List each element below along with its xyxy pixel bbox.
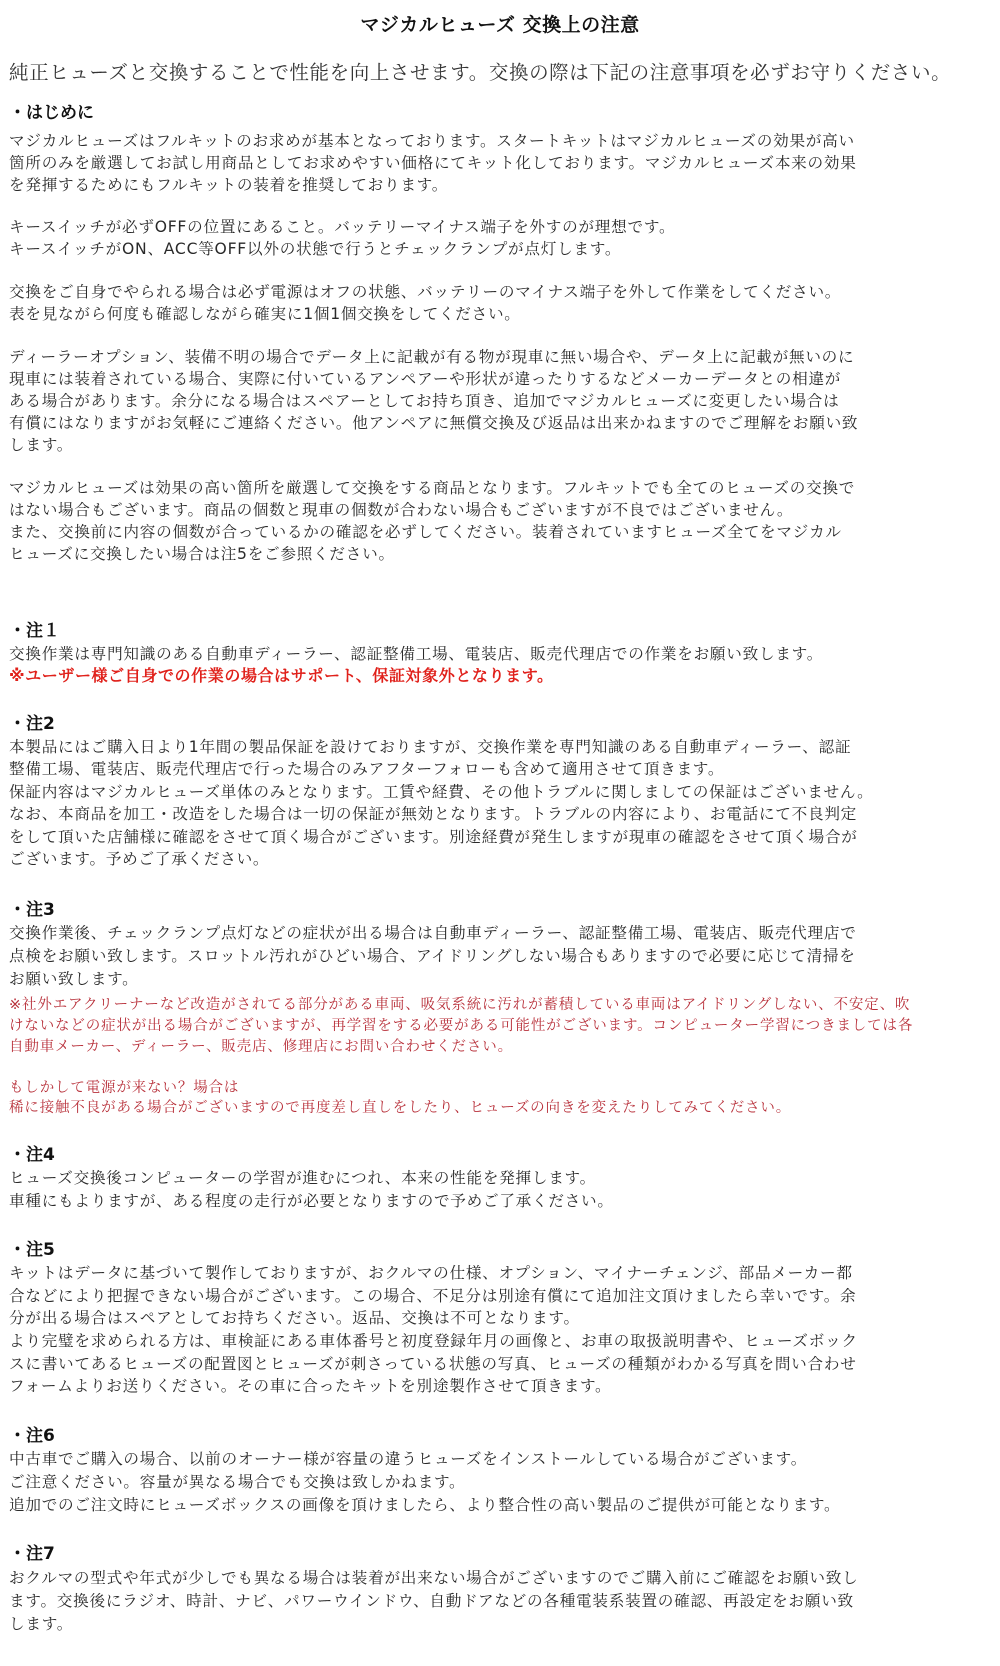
text-line: より完璧を求められる方は、車検証にある車体番号と初度登録年月の画像と、お車の取扱説明書や、ヒューズボック <box>9 1332 858 1350</box>
text-line: お願い致します。 <box>9 970 139 988</box>
text-line: をして頂いた店舗様に確認をさせて頂く場合がございます。別途経費が発生しますが現車の確認をさせて頂く場合が <box>9 828 858 846</box>
text-line: 合などにより把握できない場合がございます。この場合、不足分は別途有償にて追加注文頂けましたら幸いです。余 <box>9 1287 857 1305</box>
red-note-line: けないなどの症状が出る場合がございますが、再学習をする必要がある可能性がございます。コンピューター学習につきましては各 <box>9 1018 914 1034</box>
text-line: はない場合もございます。商品の個数と現車の個数が合わない場合もございますが不良ではございません。 <box>9 501 794 519</box>
page-title: マジカルヒューズ 交換上の注意 <box>360 14 640 36</box>
text-line: します。 <box>9 1615 74 1633</box>
text-line: なお、本商品を加工・改造をした場合は一切の保証が無効となります。トラブルの内容により、お電話にて不良判定 <box>9 805 858 823</box>
text-line: 交換をご自身でやられる場合は必ず電源はオフの状態、バッテリーのマイナス端子を外して作業をしてください。 <box>9 283 842 301</box>
text-line: ご注意ください。容量が異なる場合でも交換は致しかねます。 <box>9 1473 466 1491</box>
red-note-line: ※社外エアクリーナーなど改造がされてる部分がある車両、吸気系統に汚れが蓄積している車両はアイドリングしない、不安定、吹 <box>9 997 911 1013</box>
text-line: ございます。予めご了承ください。 <box>9 850 270 868</box>
text-line: また、交換前に内容の個数が合っているかの確認を必ずしてください。装着されていますヒューズ全てをマジカル <box>9 523 842 541</box>
text-line: 表を見ながら何度も確認しながら確実に1個1個交換をしてください。 <box>9 305 521 323</box>
text-line: 本製品にはご購入日より1年間の製品保証を設けておりますが、交換作業を専門知識のある自動車ディーラー、認証 <box>9 738 852 756</box>
text-line: ある場合があります。余分になる場合はスペアーとしてお持ち頂き、追加でマジカルヒューズに変更したい場合は <box>9 392 840 410</box>
text-line: ディーラーオプション、装備不明の場合でデータ上に記載が有る物が現車に無い場合や、データ上に記載が無いのに <box>9 348 855 366</box>
text-line: キースイッチがON、ACC等OFF以外の状態で行うとチェックランプが点灯します。 <box>9 240 622 258</box>
text-line: 追加でのご注文時にヒューズボックスの画像を頂けましたら、より整合性の高い製品のご提供が可能となります。 <box>9 1496 841 1514</box>
text-line: します。 <box>9 436 74 454</box>
section-heading-note4: ・注4 <box>9 1145 55 1165</box>
warning-text: ※ユーザー様ご自身での作業の場合はサポート、保証対象外となります。 <box>9 666 554 685</box>
red-note-line: 稀に接触不良がある場合がございますので再度差し直しをしたり、ヒューズの向きを変えたりしてみてください。 <box>9 1100 792 1116</box>
text-line: 有償にはなりますがお気軽にご連絡ください。他アンペアに無償交換及び返品は出来かねますのでご理解をお願い致 <box>9 414 859 432</box>
text-line: マジカルヒューズは効果の高い箇所を厳選して交換をする商品となります。フルキットでも全てのヒューズの交換で <box>9 479 856 497</box>
section-heading-note3: ・注3 <box>9 900 55 920</box>
text-line: 車種にもよりますが、ある程度の走行が必要となりますので予めご了承ください。 <box>9 1192 614 1210</box>
section-heading-hajimeni: ・はじめに <box>9 103 94 123</box>
intro-text: 純正ヒューズと交換することで性能を向上させます。交換の際は下記の注意事項を必ずお守りください。 <box>9 61 952 84</box>
text-line: 交換作業後、チェックランプ点灯などの症状が出る場合は自動車ディーラー、認証整備工場、電装店、販売代理店で <box>9 924 857 942</box>
text-line: 分が出る場合はスペアとしてお持ちください。返品、交換は不可となります。 <box>9 1309 580 1327</box>
red-note-line: 自動車メーカー、ディーラー、販売店、修理店にお問い合わせください。 <box>9 1039 513 1055</box>
text-line: ヒューズ交換後コンピューターの学習が進むにつれ、本来の性能を発揮します。 <box>9 1169 596 1187</box>
text-line: ヒューズに交換したい場合は注5をご参照ください。 <box>9 545 395 563</box>
section-heading-note6: ・注6 <box>9 1426 55 1446</box>
text-line: キットはデータに基づいて製作しておりますが、おクルマの仕様、オプション、マイナーチェンジ、部品メーカー都 <box>9 1264 853 1282</box>
text-line: を発揮するためにもフルキットの装着を推奨しております。 <box>9 176 449 194</box>
text-line: 保証内容はマジカルヒューズ単体のみとなります。工賃や経費、その他トラブルに関しましての保証はございません。 <box>9 783 874 801</box>
text-line: 中古車でご購入の場合、以前のオーナー様が容量の違うヒューズをインストールしている場合がございます。 <box>9 1450 808 1468</box>
text-line: キースイッチが必ずOFFの位置にあること。バッテリーマイナス端子を外すのが理想です。 <box>9 218 676 236</box>
text-line: 整備工場、電装店、販売代理店で行った場合のみアフターフォローも含めて適用させて頂きます。 <box>9 760 725 778</box>
section-heading-note2: ・注2 <box>9 714 55 734</box>
text-line: マジカルヒューズはフルキットのお求めが基本となっております。スタートキットはマジカルヒューズの効果が高い <box>9 132 855 150</box>
text-line: おクルマの型式や年式が少しでも異なる場合は装着が出来ない場合がございますのでご購入前にご確認をお願い致し <box>9 1569 859 1587</box>
section-heading-note1: ・注１ <box>9 621 60 641</box>
section-heading-note7: ・注7 <box>9 1544 55 1564</box>
text-line: スに書いてあるヒューズの配置図とヒューズが刺さっている状態の写真、ヒューズの種類がわかる写真を問い合わせ <box>9 1355 857 1373</box>
text-line: 交換作業は専門知識のある自動車ディーラー、認証整備工場、電装店、販売代理店での作業をお願い致します。 <box>9 645 824 663</box>
text-line: 現車には装着されている場合、実際に付いているアンペアーや形状が違ったりするなどメーカーデータとの相違が <box>9 370 842 388</box>
text-line: ます。交換後にラジオ、時計、ナビ、パワーウインドウ、自動ドアなどの各種電装系装置の確認、再設定をお願い致 <box>9 1592 854 1610</box>
text-line: 点検をお願い致します。スロットル汚れがひどい場合、アイドリングしない場合もありますので必要に応じて清掃を <box>9 947 856 965</box>
text-line: 箇所のみを厳選してお試し用商品としてお求めやすい価格にてキット化しております。マジカルヒューズ本来の効果 <box>9 154 857 172</box>
section-heading-note5: ・注5 <box>9 1240 55 1260</box>
text-line: フォームよりお送りください。その車に合ったキットを別途製作させて頂きます。 <box>9 1377 612 1395</box>
red-note-line: もしかして電源が来ない？場合は <box>9 1080 240 1096</box>
